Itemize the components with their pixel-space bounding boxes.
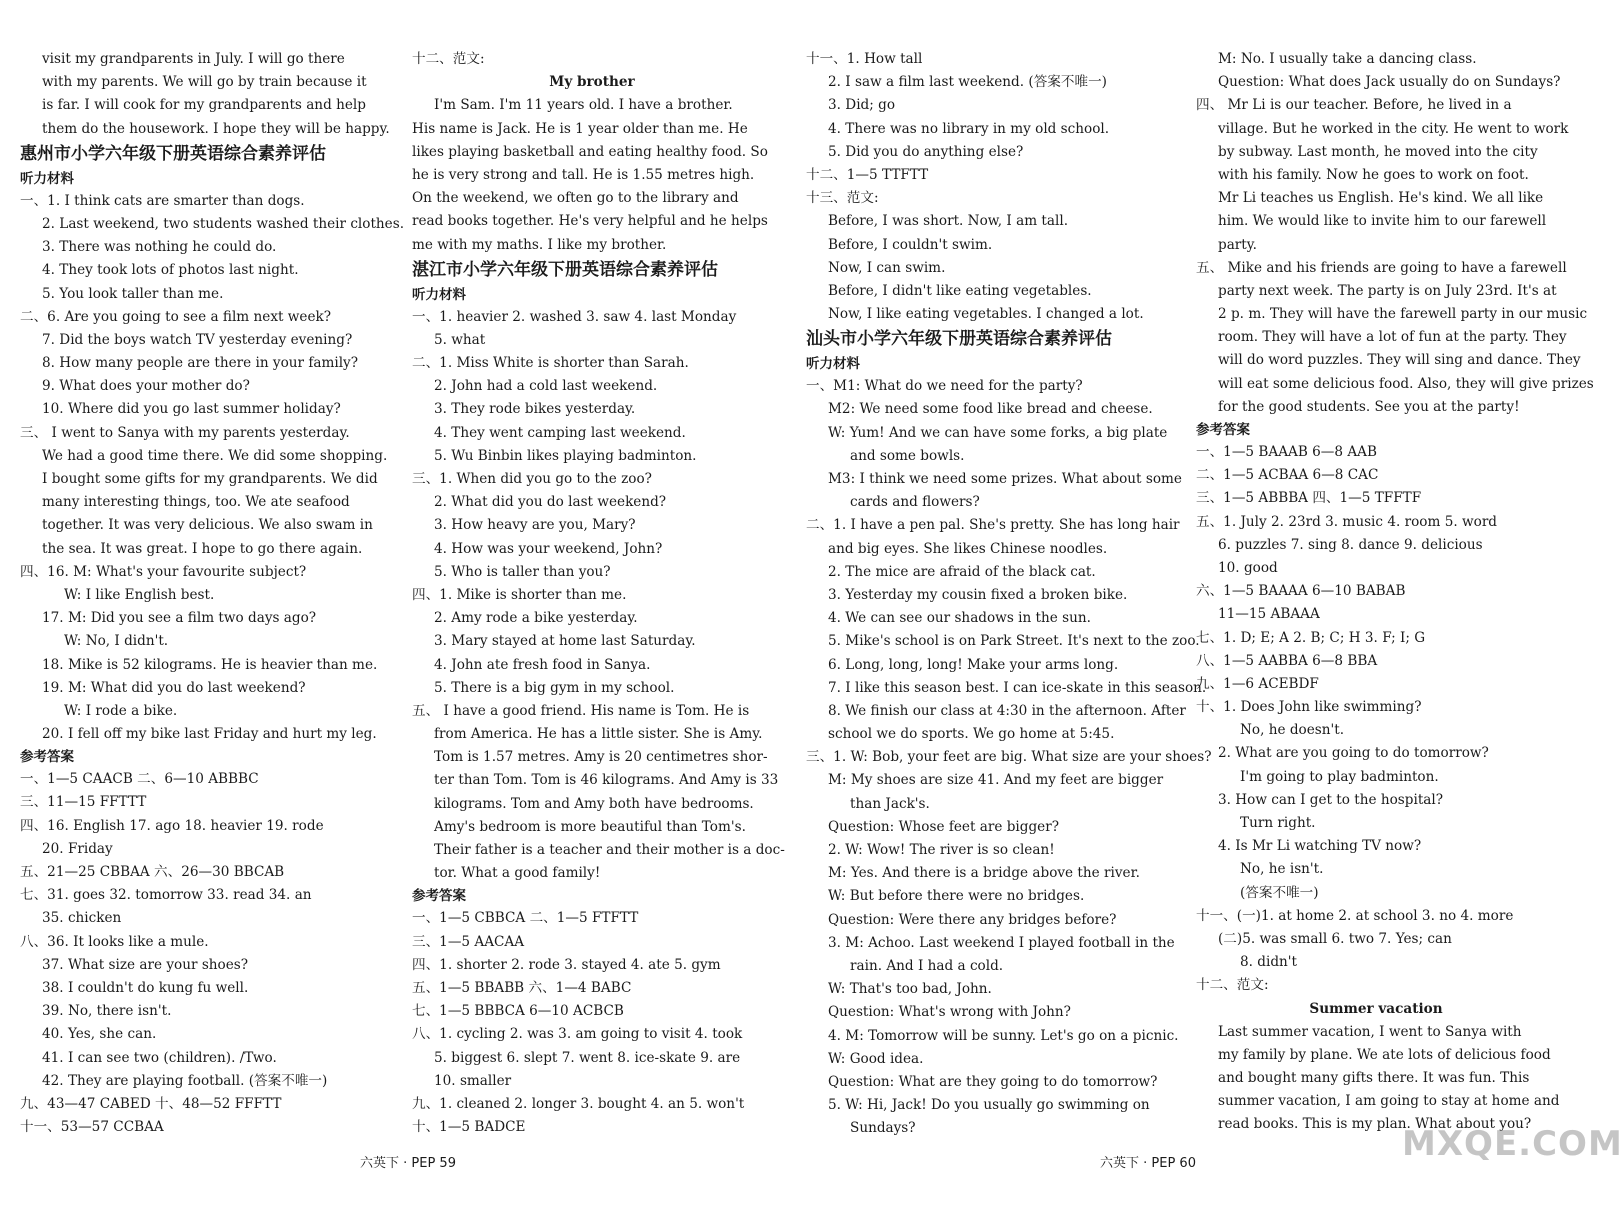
left-col2-line: 五、 I have a good friend. His name is Tom. He is — [412, 702, 750, 719]
left-col2-section-title: 湛江市小学六年级下册英语综合素养评估 — [412, 259, 718, 280]
right-col2-line: 五、 Mike and his friends are going to have a farewell — [1196, 259, 1567, 276]
left-col2-line: 5. There is a big gym in my school. — [434, 679, 675, 696]
left-col2-subheading: 听力材料 — [412, 286, 466, 303]
right-col1-line: M2: We need some food like bread and cheese. — [828, 401, 1153, 418]
right-col2-line: 2 p. m. They will have the farewell party in our music — [1218, 306, 1588, 323]
right-col1-line: 5. Mike's school is on Park Street. It's next to the zoo. — [828, 633, 1200, 650]
left-col2-line: 5. what — [434, 331, 486, 348]
left-col1-line: 5. You look taller than me. — [42, 285, 224, 302]
left-col2-line: 八、1. cycling 2. was 3. am going to visit 4. took — [412, 1026, 743, 1043]
left-col1-line: 19. M: What did you do last weekend? — [42, 679, 306, 696]
left-col1-line: 40. Yes, she can. — [42, 1026, 157, 1043]
right-col2-line: 十二、范文: — [1196, 977, 1269, 994]
right-page — [800, 0, 1600, 1210]
left-col2-essay-title: My brother — [549, 74, 635, 91]
left-col1-line: the sea. It was great. I hope to go there again. — [42, 540, 363, 557]
left-col2-line: His name is Jack. He is 1 year older than me. He — [412, 120, 748, 137]
right-col1-line: Before, I didn't like eating vegetables. — [828, 282, 1092, 299]
left-col2-line: 2. Amy rode a bike yesterday. — [434, 610, 638, 627]
right-col2-line: party. — [1218, 236, 1257, 253]
right-col1-line: 十三、范文: — [806, 190, 879, 207]
right-col1-line: M: My shoes are size 41. And my feet are bigger — [828, 772, 1164, 789]
right-col2-line: 3. How can I get to the hospital? — [1218, 791, 1444, 808]
right-col1-line: W: But before there were no bridges. — [828, 888, 1085, 905]
left-col2-line: 三、1—5 AACAA — [412, 933, 525, 950]
right-col1-line: 7. I like this season best. I can ice-skate in this season. — [828, 679, 1207, 696]
right-col1-line: 3. M: Achoo. Last weekend I played football in the — [828, 934, 1175, 951]
right-col1-section-title: 汕头市小学六年级下册英语综合素养评估 — [806, 329, 1112, 350]
left-col2-line: Their father is a teacher and their mother is a doc- — [434, 842, 785, 858]
left-col2-line: tor. What a good family! — [434, 865, 601, 882]
right-col2-line: 六、1—5 BAAAA 6—10 BABAB — [1196, 583, 1406, 600]
left-col2-line: 10. smaller — [434, 1072, 512, 1089]
right-col2-line: 一、1—5 BAAAB 6—8 AAB — [1196, 444, 1377, 460]
left-col1-line: many interesting things, too. We ate seafood — [42, 494, 350, 511]
left-col1-line: 七、31. goes 32. tomorrow 33. read 34. an — [20, 887, 312, 904]
left-col1-line: 8. How many people are there in your family? — [42, 355, 359, 372]
right-col1-line: 二、1. I have a pen pal. She's pretty. She has long hair — [806, 517, 1180, 534]
right-col2-line: 九、1—6 ACEBDF — [1196, 675, 1319, 692]
right-col2-line: 十、1. Does John like swimming? — [1196, 699, 1422, 716]
left-col2-line: 十、1—5 BADCE — [412, 1119, 526, 1136]
right-col1-line: Sundays? — [850, 1120, 916, 1137]
left-col2-subheading: 参考答案 — [412, 888, 466, 905]
left-col2-line: 十二、范文: — [412, 51, 485, 67]
right-col1-line: 3. Did; go — [828, 97, 896, 114]
right-col2-line: read books. This is my plan. What about you? — [1218, 1116, 1532, 1133]
left-col2-line: 九、1. cleaned 2. longer 3. bought 4. an 5. won't — [412, 1095, 745, 1112]
left-col2-line: 3. Mary stayed at home last Saturday. — [434, 633, 696, 650]
left-col2-line: 5. Wu Binbin likes playing badminton. — [434, 447, 697, 464]
left-col1-line: 7. Did the boys watch TV yesterday evening? — [42, 331, 353, 348]
right-col2-line: village. But he worked in the city. He went to work — [1218, 120, 1569, 137]
right-col1-line: 4. There was no library in my old school. — [828, 120, 1110, 137]
right-col1-line: W: Good idea. — [828, 1050, 924, 1067]
left-col2-line: 4. John ate fresh food in Sanya. — [434, 656, 651, 673]
right-col1-line: Question: What are they going to do tomorrow? — [828, 1073, 1158, 1090]
right-col1-line: school we do sports. We go home at 5:45. — [828, 726, 1115, 743]
left-col1-line: 20. I fell off my bike last Friday and hurt my leg. — [42, 726, 377, 743]
right-col1-line: W: Yum! And we can have some forks, a big plate — [828, 424, 1168, 441]
right-col1-line: 三、1. W: Bob, your feet are big. What size are your shoes? — [806, 749, 1212, 766]
right-col1-line: Question: Whose feet are bigger? — [828, 818, 1059, 835]
left-col1-line: 18. Mike is 52 kilograms. He is heavier than me. — [42, 656, 378, 673]
left-col2-line: 2. John had a cold last weekend. — [434, 378, 658, 395]
left-col2-line: 4. They went camping last weekend. — [434, 424, 686, 441]
left-col2-line: 3. How heavy are you, Mary? — [434, 517, 636, 534]
right-col2-line: him. We would like to invite him to our farewell — [1218, 213, 1547, 230]
left-col2-line: 2. What did you do last weekend? — [434, 494, 667, 511]
left-col1-line: together. It was very delicious. We also swam in — [42, 517, 373, 534]
right-col2-line: 2. What are you going to do tomorrow? — [1218, 745, 1489, 762]
left-col1-line: 九、43—47 CABED 十、48—52 FFFTT — [20, 1095, 282, 1112]
right-col1-line: 5. Did you do anything else? — [828, 143, 1024, 160]
right-col2-line: summer vacation, I am going to stay at home and — [1218, 1093, 1560, 1110]
right-col1-line: Question: Were there any bridges before? — [828, 911, 1117, 928]
right-col1-line: rain. And I had a cold. — [850, 957, 1004, 974]
right-col1-line: M3: I think we need some prizes. What about some — [828, 471, 1182, 487]
left-col2-line: Amy's bedroom is more beautiful than Tom's. — [434, 818, 746, 835]
left-col2-line: 四、1. shorter 2. rode 3. stayed 4. ate 5. gym — [412, 956, 721, 973]
left-page — [0, 0, 790, 1210]
left-col1-line: 五、21—25 CBBAA 六、26—30 BBCAB — [20, 864, 285, 880]
right-col2-line: my family by plane. We ate lots of delicious food — [1218, 1046, 1551, 1063]
left-col1-line: 4. They took lots of photos last night. — [42, 262, 299, 279]
left-col1-line: 35. chicken — [42, 910, 122, 927]
left-col1-line: 四、16. M: What's your favourite subject? — [20, 563, 307, 580]
right-col1-line: Now, I can swim. — [828, 259, 946, 276]
right-col2-essay-title: Summer vacation — [1309, 1000, 1443, 1017]
left-col1-line: 一、1—5 CAACB 二、6—10 ABBBC — [20, 771, 259, 788]
left-col2-line: 二、1. Miss White is shorter than Sarah. — [412, 355, 689, 372]
right-page-column-1 — [806, 48, 1212, 1140]
right-col2-line: room. They will have a lot of fun at the party. They — [1218, 329, 1567, 346]
right-col1-line: and big eyes. She likes Chinese noodles. — [828, 540, 1108, 557]
left-col1-line: 10. Where did you go last summer holiday? — [42, 401, 341, 418]
right-col2-line: party next week. The party is on July 23rd. It's at — [1218, 282, 1557, 299]
right-col2-line: will do word puzzles. They will sing and dance. They — [1218, 352, 1581, 369]
right-col1-line: 一、M1: What do we need for the party? — [806, 378, 1083, 395]
right-col2-line: No, he isn't. — [1240, 861, 1324, 878]
right-col1-line: 十一、1. How tall — [806, 51, 923, 67]
left-col2-line: 5. biggest 6. slept 7. went 8. ice-skate 9. are — [434, 1049, 741, 1066]
right-page-footer: 六英下 · PEP 60 — [1100, 1156, 1196, 1171]
left-col1-line: 17. M: Did you see a film two days ago? — [42, 610, 317, 627]
left-col1-subheading: 参考答案 — [20, 749, 74, 766]
right-col1-line: than Jack's. — [850, 795, 930, 812]
left-col2-line: 四、1. Mike is shorter than me. — [412, 586, 627, 603]
left-col1-line: 39. No, there isn't. — [42, 1003, 172, 1020]
left-col1-line: W: No, I didn't. — [64, 633, 169, 650]
right-col2-line: No, he doesn't. — [1240, 722, 1345, 739]
right-col1-line: 2. I saw a film last weekend. (答案不唯一) — [828, 74, 1107, 91]
left-col1-line: We had a good time there. We did some shopping. — [42, 447, 388, 464]
left-col2-line: ter than Tom. Tom is 46 kilograms. And Amy is 33 — [434, 772, 779, 789]
left-col1-line: 42. They are playing football. (答案不唯一) — [42, 1072, 328, 1089]
left-col1-section-title: 惠州市小学六年级下册英语综合素养评估 — [20, 143, 326, 164]
right-col2-line: 6. puzzles 7. sing 8. dance 9. delicious — [1218, 536, 1483, 553]
right-col1-line: 8. We finish our class at 4:30 in the afternoon. After — [828, 702, 1186, 719]
left-col1-line: with my parents. We will go by train because it — [42, 74, 367, 91]
left-col1-line: visit my grandparents in July. I will go there — [42, 51, 345, 67]
right-col1-line: Before, I couldn't swim. — [828, 236, 993, 253]
right-col2-line: 8. didn't — [1240, 954, 1297, 971]
right-col1-line: 4. We can see our shadows in the sun. — [828, 610, 1091, 627]
left-col2-line: kilograms. Tom and Amy both have bedrooms. — [434, 795, 754, 812]
left-col2-line: Tom is 1.57 metres. Amy is 20 centimetres shor- — [434, 749, 768, 766]
left-col2-line: from America. He has a little sister. She is Amy. — [434, 726, 763, 743]
right-col2-line: will eat some delicious food. Also, they will give prizes — [1218, 375, 1594, 392]
left-col2-line: me with my maths. I like my brother. — [412, 236, 667, 253]
right-col1-line: Before, I was short. Now, I am tall. — [828, 213, 1069, 230]
right-col2-line: 11—15 ABAAA — [1218, 606, 1320, 623]
right-col2-line: Mr Li teaches us English. He's kind. We all like — [1218, 190, 1544, 207]
right-col2-line: with his family. Now he goes to work on foot. — [1218, 166, 1529, 183]
left-col1-line: 三、 I went to Sanya with my parents yesterday. — [20, 424, 350, 441]
left-page-column-2 — [412, 48, 785, 1139]
right-col1-line: W: That's too bad, John. — [828, 981, 992, 998]
right-col2-subheading: 参考答案 — [1196, 422, 1250, 438]
right-col1-line: 5. W: Hi, Jack! Do you usually go swimming on — [828, 1097, 1150, 1114]
left-col2-line: he is very strong and tall. He is 1.55 metres high. — [412, 166, 755, 183]
right-col2-line: 十一、(一)1. at home 2. at school 3. no 4. more — [1196, 907, 1514, 924]
right-col2-line: for the good students. See you at the party! — [1218, 398, 1520, 415]
right-col2-line: (答案不唯一) — [1240, 884, 1319, 901]
right-col2-line: by subway. Last month, he moved into the city — [1218, 143, 1538, 160]
right-col2-line: 二、1—5 ACBAA 6—8 CAC — [1196, 467, 1379, 484]
right-col1-line: Now, I like eating vegetables. I changed a lot. — [828, 306, 1144, 323]
right-col1-line: 2. The mice are afraid of the black cat. — [828, 563, 1096, 580]
watermark: MXQE.COM — [1402, 1124, 1623, 1164]
right-col1-line: M: Yes. And there is a bridge above the river. — [828, 865, 1140, 882]
right-col1-line: 6. Long, long, long! Make your arms long. — [828, 656, 1119, 673]
left-col1-line: W: I rode a bike. — [64, 702, 178, 719]
left-col2-line: 一、1—5 CBBCA 二、1—5 FTFTT — [412, 910, 639, 927]
left-page-footer: 六英下 · PEP 59 — [360, 1156, 456, 1171]
left-col2-line: On the weekend, we often go to the library and — [412, 190, 739, 207]
left-col1-line: 三、11—15 FFTTT — [20, 794, 147, 811]
left-col1-line: W: I like English best. — [64, 586, 215, 603]
left-col1-line: 37. What size are your shoes? — [42, 956, 249, 973]
right-col1-line: cards and flowers? — [850, 494, 980, 511]
left-col1-line: them do the housework. I hope they will be happy. — [42, 120, 390, 137]
right-page-column-2 — [1196, 48, 1594, 1137]
left-col1-line: I bought some gifts for my grandparents. We did — [42, 471, 378, 487]
left-col2-line: 五、1—5 BBABB 六、1—4 BABC — [412, 979, 632, 996]
left-col1-line: is far. I will cook for my grandparents and help — [42, 97, 366, 114]
right-col1-line: and some bowls. — [850, 447, 965, 464]
left-col1-line: 一、1. I think cats are smarter than dogs. — [20, 192, 305, 209]
left-col1-line: 2. Last weekend, two students washed their clothes. — [42, 215, 405, 232]
right-col2-line: 七、1. D; E; A 2. B; C; H 3. F; I; G — [1196, 629, 1426, 646]
left-col2-line: I'm Sam. I'm 11 years old. I have a brother. — [434, 97, 733, 114]
right-col2-line: Question: What does Jack usually do on Sundays? — [1218, 74, 1561, 91]
right-col2-line: 三、1—5 ABBBA 四、1—5 TFFTF — [1196, 490, 1422, 507]
left-col1-subheading: 听力材料 — [20, 170, 74, 187]
left-col2-line: 5. Who is taller than you? — [434, 563, 611, 580]
left-col2-line: 3. They rode bikes yesterday. — [434, 401, 636, 418]
left-col2-line: 一、1. heavier 2. washed 3. saw 4. last Monday — [412, 308, 737, 325]
right-col1-line: Question: What's wrong with John? — [828, 1004, 1071, 1021]
left-col1-line: 二、6. Are you going to see a film next week? — [20, 308, 332, 325]
right-col1-line: 4. M: Tomorrow will be sunny. Let's go on a picnic. — [828, 1027, 1179, 1044]
right-col2-line: 四、 Mr Li is our teacher. Before, he lived in a — [1196, 97, 1512, 114]
right-col2-line: and bought many gifts there. It was fun. This — [1218, 1070, 1530, 1087]
right-col1-subheading: 听力材料 — [806, 356, 860, 373]
right-col1-line: 3. Yesterday my cousin fixed a broken bike. — [828, 586, 1128, 603]
right-col2-line: 4. Is Mr Li watching TV now? — [1218, 838, 1422, 855]
left-page-column-1 — [20, 48, 405, 1139]
left-col1-line: 38. I couldn't do kung fu well. — [42, 979, 249, 996]
right-col1-line: 十二、1—5 TTFTT — [806, 166, 929, 183]
right-col2-line: Turn right. — [1240, 815, 1316, 831]
left-col2-line: 4. How was your weekend, John? — [434, 540, 663, 557]
right-col1-line: 2. W: Wow! The river is so clean! — [828, 842, 1055, 858]
right-col2-line: Last summer vacation, I went to Sanya with — [1218, 1023, 1522, 1040]
left-col1-line: 20. Friday — [42, 840, 113, 857]
right-col2-line: 10. good — [1218, 559, 1278, 576]
left-col1-line: 四、16. English 17. ago 18. heavier 19. rode — [20, 817, 324, 834]
left-col1-line: 9. What does your mother do? — [42, 378, 250, 395]
left-col1-line: 41. I can see two (children). /Two. — [42, 1049, 277, 1066]
right-col2-line: (二)5. was small 6. two 7. Yes; can — [1218, 930, 1452, 947]
left-col2-line: 三、1. When did you go to the zoo? — [412, 471, 652, 487]
right-col2-line: M: No. I usually take a dancing class. — [1218, 51, 1477, 67]
right-col2-line: 五、1. July 2. 23rd 3. music 4. room 5. word — [1196, 513, 1498, 530]
left-col1-line: 3. There was nothing he could do. — [42, 239, 277, 256]
left-col1-line: 十一、53—57 CCBAA — [20, 1119, 164, 1136]
left-col2-line: read books together. He's very helpful and he helps — [412, 213, 768, 230]
left-col2-line: 七、1—5 BBBCA 6—10 ACBCB — [412, 1003, 624, 1020]
right-col2-line: 八、1—5 AABBA 6—8 BBA — [1196, 652, 1378, 669]
right-col2-line: I'm going to play badminton. — [1240, 768, 1439, 785]
left-col2-line: likes playing basketball and eating healthy food. So — [412, 143, 768, 160]
left-col1-line: 八、36. It looks like a mule. — [20, 933, 209, 950]
